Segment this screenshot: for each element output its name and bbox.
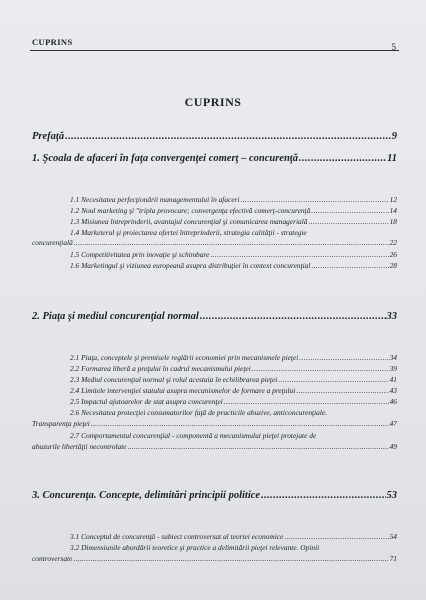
- toc-section-page: 22: [389, 238, 397, 247]
- leader-dots: [65, 131, 391, 142]
- toc-section-page: 43: [389, 386, 397, 395]
- toc-section-title: 1.6 Marketingul şi viziunea europeană asupra distribuţiei în context concurenţial: [70, 261, 311, 270]
- toc-section-2-3[interactable]: [70, 375, 397, 384]
- toc-section-1-3[interactable]: [70, 217, 397, 226]
- toc-section-page: 34: [389, 353, 397, 362]
- header-rule: [30, 50, 399, 51]
- toc-section-title: 2.2 Formarea liberă a preţului în cadrul mecanismului pieţei: [70, 364, 251, 373]
- toc-section-page: 12: [389, 195, 397, 204]
- toc-entry-preface[interactable]: [32, 131, 397, 142]
- leader-dots: [200, 311, 386, 322]
- leader-dots: [128, 442, 389, 451]
- toc-section-2-4[interactable]: [70, 386, 397, 395]
- leader-dots: [284, 532, 388, 541]
- toc-chapter-3[interactable]: [32, 490, 397, 501]
- toc-chapter-title: 3. Concurenţa. Concepte, delimitări principii politice: [32, 490, 261, 501]
- toc-section-page: 71: [389, 554, 397, 563]
- toc-section-title: 1.3 Misiunea întreprinderii, avantajul concurenţial şi comunicarea managerială: [70, 217, 308, 226]
- toc-section-title: 1.5 Competitivitatea prin inovaţie şi schimbare: [70, 250, 210, 259]
- toc-section-title: 1.1 Necesitatea perfecţionării managementului în afaceri: [70, 195, 240, 204]
- toc-section-2-6[interactable]: 2.6 Necesitatea protecţiei consumatorilor faţă de practicile abuzive, anticoncurenţiale.: [70, 408, 328, 417]
- toc-chapter-page: 53: [386, 490, 397, 501]
- running-head: CUPRINS: [32, 37, 73, 47]
- toc-entry-title: Prefaţă: [32, 131, 65, 142]
- toc-section-title-cont: abuzurile libertăţii necontrolate: [32, 442, 127, 451]
- leader-dots: [241, 195, 389, 204]
- toc-section-3-2-cont[interactable]: [32, 554, 397, 563]
- toc-section-title: 3.1 Conceptul de concurenţă - subiect controversat al teoriei economice: [70, 532, 284, 541]
- toc-section-1-4-cont[interactable]: [32, 238, 397, 247]
- toc-chapter-1[interactable]: [32, 153, 397, 164]
- toc-section-page: 49: [389, 442, 397, 451]
- leader-dots: [299, 353, 388, 362]
- leader-dots: [252, 364, 389, 373]
- leader-dots: [278, 375, 388, 384]
- toc-section-2-6-cont[interactable]: [32, 419, 397, 428]
- toc-chapter-title: 1. Şcoala de afaceri în faţa convergenţei comerţ – concurenţă: [32, 153, 298, 164]
- leader-dots: [299, 153, 386, 164]
- toc-chapter-title: 2. Piaţa şi mediul concurenţial normal: [32, 311, 199, 322]
- toc-section-page: 18: [389, 217, 397, 226]
- leader-dots: [74, 238, 389, 247]
- toc-section-page: 41: [389, 375, 397, 384]
- toc-section-2-5[interactable]: [70, 397, 397, 406]
- toc-section-page: 54: [389, 532, 397, 541]
- toc-section-title: 2.4 Limitele intervenţiei statului asupra mecanismelor de formare a preţului: [70, 386, 296, 395]
- toc-title: CUPRINS: [184, 95, 242, 109]
- toc-chapter-page: 33: [386, 311, 397, 322]
- toc-section-title-cont: Transparenţa pieţei: [32, 419, 90, 428]
- toc-section-title: 2.3 Mediul concurenţial normal şi rolul acestuia în echilibrarea pieţei: [70, 375, 278, 384]
- leader-dots: [311, 261, 388, 270]
- toc-section-page: 26: [389, 250, 397, 259]
- toc-section-2-7[interactable]: 2.7 Comportamentul concurenţial - componentă a mecanismului pieţei protejate de: [70, 431, 317, 440]
- toc-section-page: 14: [389, 206, 397, 215]
- toc-chapter-2[interactable]: [32, 311, 397, 322]
- toc-section-page: 28: [389, 261, 397, 270]
- toc-entry-page: 9: [391, 131, 397, 142]
- toc-section-2-1[interactable]: [70, 353, 397, 362]
- toc-section-1-4[interactable]: 1.4 Marketerul şi proiectarea ofertei întreprinderii, strategia calităţii - strategie: [70, 228, 307, 237]
- toc-section-title-cont: concurenţială: [32, 238, 73, 247]
- toc-section-1-5[interactable]: [70, 250, 397, 259]
- toc-section-page: 47: [389, 419, 397, 428]
- toc-section-3-1[interactable]: [70, 532, 397, 541]
- toc-section-2-7-cont[interactable]: [32, 442, 397, 451]
- toc-section-page: 39: [389, 364, 397, 373]
- toc-section-title: 2.5 Impactul ajutoarelor de stat asupra concurenţei: [70, 397, 223, 406]
- leader-dots: [311, 206, 388, 215]
- toc-section-2-2[interactable]: [70, 364, 397, 373]
- toc-chapter-page: 11: [387, 153, 397, 164]
- leader-dots: [91, 419, 389, 428]
- page-number: 5: [391, 42, 396, 52]
- toc-section-title: 2.1 Piaţa, conceptele şi premisele reglării economiei prin mecanismele pieţei: [70, 353, 299, 362]
- leader-dots: [296, 386, 388, 395]
- toc-section-1-1[interactable]: [70, 195, 397, 204]
- leader-dots: [224, 397, 389, 406]
- toc-section-3-2[interactable]: 3.2 Dimensiunile abordării teoretice şi practice a delimitării pieţei relevante. Opinii: [70, 543, 320, 552]
- leader-dots: [261, 490, 385, 501]
- leader-dots: [210, 250, 388, 259]
- toc-section-page: 46: [389, 397, 397, 406]
- leader-dots: [73, 554, 388, 563]
- toc-section-title: 1.2 Noul marketing şi "tripla provocare; convergenţa efectivă comerţ-concurenţă: [70, 206, 311, 215]
- toc-section-1-6[interactable]: [70, 261, 397, 270]
- leader-dots: [309, 217, 389, 226]
- toc-section-title-cont: controversate: [32, 554, 73, 563]
- toc-section-1-2[interactable]: [70, 206, 397, 215]
